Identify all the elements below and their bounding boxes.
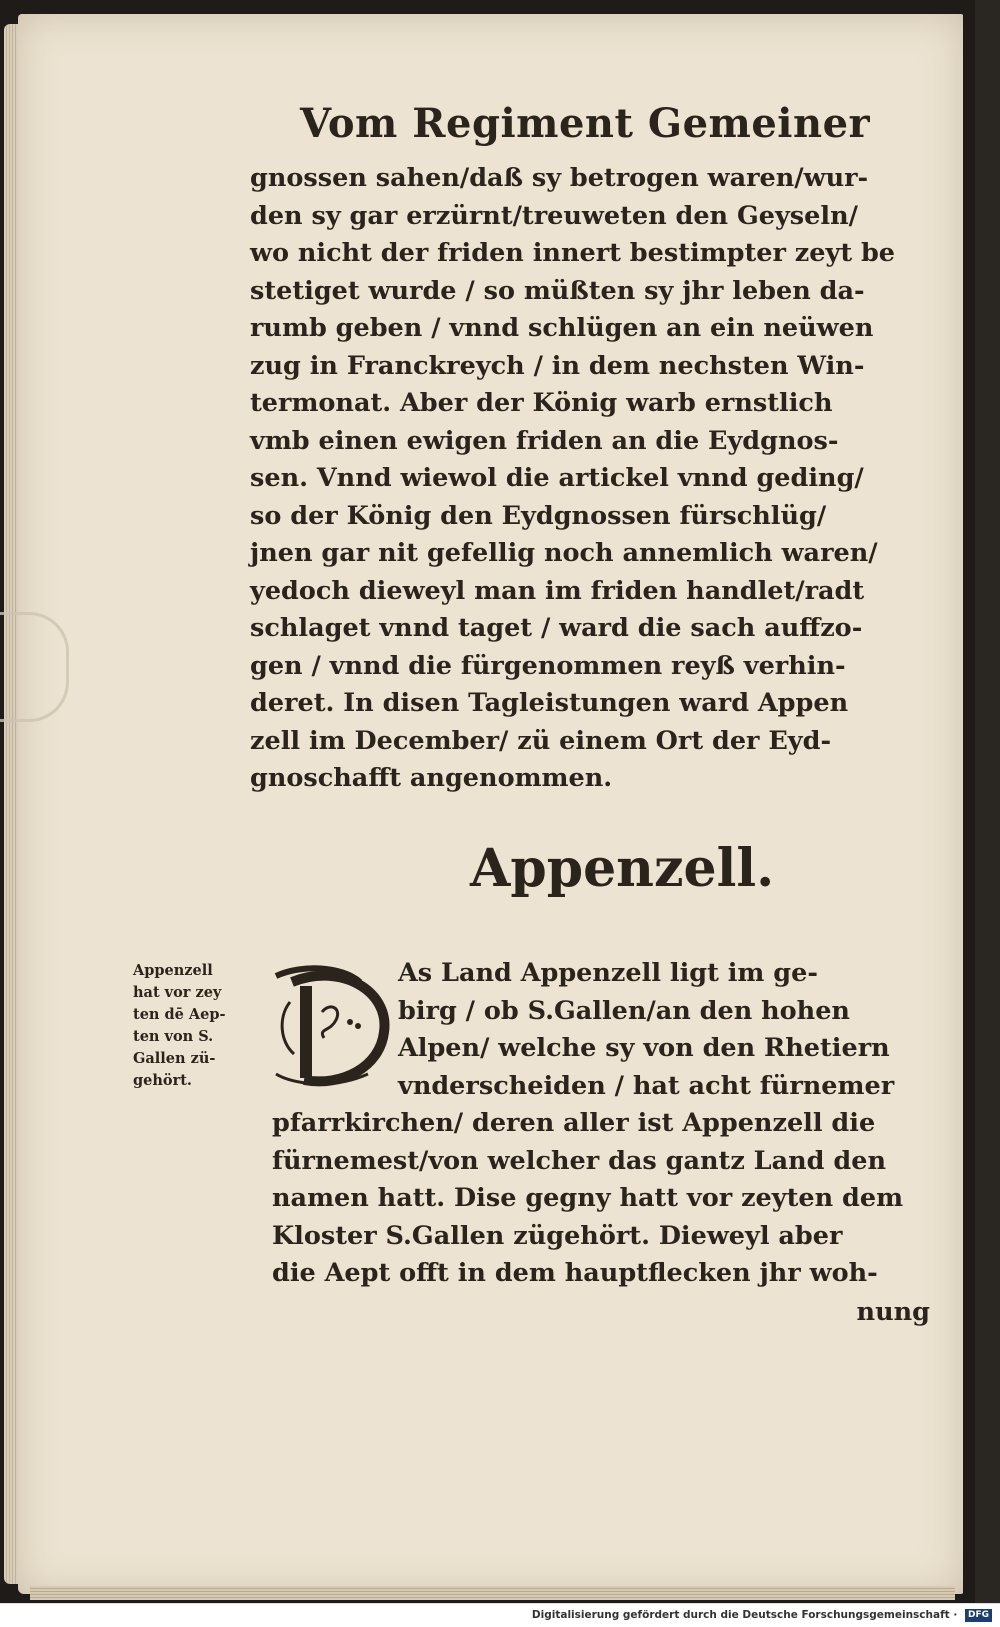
text-line: termonat. Aber der König warb ernstlich [250, 388, 833, 418]
page-bottom-edges [30, 1586, 955, 1600]
text-line: den sy gar erzürnt/treuweten den Geyseln/ [250, 200, 858, 231]
paragraph-2 [272, 1105, 932, 1293]
text-line: gnoschafft angenommen. [250, 763, 613, 793]
text-line: so der König den Eydgnossen fürschlüg/ [250, 500, 827, 531]
margin-note-line: ten von S. [133, 1028, 214, 1045]
catchword: nung [856, 1297, 930, 1327]
margin-note-line: Gallen zü- [133, 1050, 216, 1067]
text-line: gnossen sahen/daß sy betrogen waren/wur- [250, 163, 869, 193]
text-line: vmb einen ewigen friden an die Eydgnos- [250, 425, 839, 456]
margin-note-line: hat vor zey [133, 984, 222, 1001]
text-line: Alpen/ welche sy von den Rhetiern [398, 1033, 890, 1063]
text-line: stetiget wurde / so müßten sy jhr leben da- [250, 275, 865, 306]
text-line: zell im December/ zü einem Ort der Eyd- [250, 725, 832, 756]
section-title: Appenzell. [470, 838, 775, 899]
paragraph-2-indented [398, 955, 918, 1105]
page-clip-mark [0, 612, 69, 722]
text-line: namen hatt. Dise gegny hatt vor zeyten dem [272, 1183, 904, 1213]
text-line: As Land Appenzell ligt im ge- [398, 958, 818, 988]
text-line: yedoch dieweyl man im friden handlet/radt [250, 575, 865, 606]
paragraph-1 [250, 160, 910, 798]
digitization-footer [0, 1603, 1000, 1627]
text-line: schlaget vnnd taget / ward die sach auffzo- [250, 613, 863, 643]
margin-note-line: gehört. [133, 1072, 192, 1089]
footer-text: Digitalisierung gefördert durch die Deutsche Forschungsgemeinschaft · [531, 1609, 958, 1621]
text-line: birg / ob S.Gallen/an den hohen [398, 995, 850, 1026]
text-line: sen. Vnnd wiewol die artickel vnnd geding/ [250, 463, 864, 493]
text-line: zug in Franckreych / in dem nechsten Win- [250, 350, 865, 381]
margin-note-line: ten dē Aep- [133, 1006, 226, 1023]
decorated-initial-d [272, 962, 392, 1090]
text-line: vnderscheiden / hat acht fürnemer [398, 1070, 895, 1101]
text-line: gen / vnnd die fürgenommen reyß verhin- [250, 650, 846, 681]
text-line: wo nicht der friden innert bestimpter zeyt be [250, 238, 896, 268]
text-line: pfarrkirchen/ deren aller ist Appenzell die [272, 1108, 876, 1138]
text-line: fürnemest/von welcher das gantz Land den [272, 1145, 886, 1176]
margin-note [133, 960, 263, 1092]
text-line: jnen gar nit gefellig noch annemlich waren/ [250, 538, 878, 568]
dfg-logo: DFG [965, 1609, 992, 1622]
text-line: deret. In disen Tagleistungen ward Appen [250, 688, 849, 718]
margin-note-line: Appenzell [133, 962, 213, 979]
text-line: Kloster S.Gallen zügehört. Dieweyl aber [272, 1220, 843, 1251]
text-line: rumb geben / vnnd schlügen an ein neüwen [250, 313, 874, 343]
running-head: Vom Regiment Gemeiner [300, 100, 871, 147]
text-line: die Aept offt in dem hauptflecken jhr woh- [272, 1258, 878, 1288]
